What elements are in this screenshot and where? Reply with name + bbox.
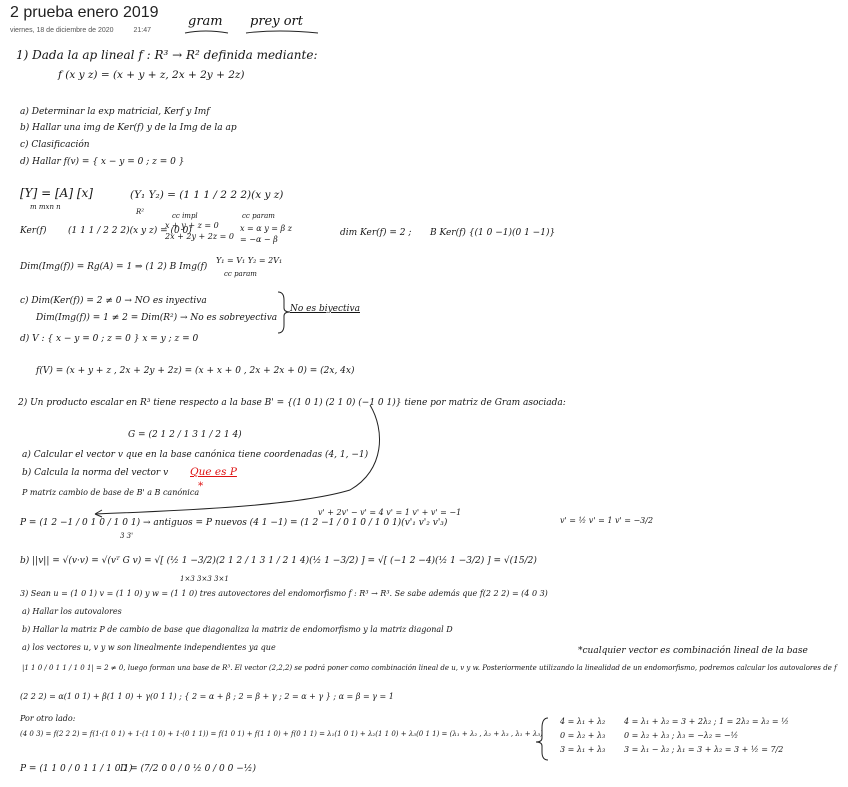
p3-matrix-P: P = (1 1 0 / 0 1 1 / 1 0 1) (20, 764, 133, 774)
p2-heading: 2) Un producto escalar en R³ tiene respecto a la base B' = {(1 0 1) (2 1 0) (−1 0 1)} tiene por matriz de Gram asociada: (18, 398, 566, 408)
p1-question-b: b) Hallar una img de Ker(f) y de la Img de la ap (20, 123, 237, 133)
p3-combination: (2 2 2) = α(1 0 1) + β(1 1 0) + γ(0 1 1) ; { 2 = α + β ; 2 = β + γ ; 2 = α + γ } ; α = β = γ = 1 (20, 692, 394, 701)
p1-basis-ker: B Ker(f) {(1 0 −1)(0 1 −1)} (430, 228, 556, 238)
p3-eq-a: 4 = λ₁ + λ₂ (560, 717, 606, 726)
p2-p-definition: P matriz cambio de base de B' a B canónica (22, 488, 200, 497)
p1-definition: f (x y z) = (x + y + z, 2x + 2y + 2z) (58, 69, 245, 81)
tag-gram: gram (188, 14, 223, 29)
p1-ker-eq1: x + y + z = 0 (165, 221, 219, 230)
p3-linearity: (4 0 3) = f(2 2 2) = f(1·(1 0 1) + 1·(1 1 0) + 1·(0 1 1)) = f(1 0 1) + f(1 1 0) + f(0 1 1) = λ₁(1 0 1) + λ₂(1 1 0) + λ₃(0 1 1) = (λ₁ + λ₂ , λ₂ + λ₃ , λ₁ + λ₃) (20, 730, 543, 738)
p3-matrix-D: D = (7/2 0 0 / 0 ½ 0 / 0 0 −½) (120, 764, 257, 774)
page-title: 2 prueba enero 2019 (10, 4, 159, 21)
p3-question-a: a) Hallar los autovalores (22, 607, 122, 616)
p1-matrix-equation: [Y] = [A] [x] (20, 186, 93, 200)
p3-sol-c: 3 = λ₁ − λ₂ ; λ₁ = 3 + λ₂ = 3 + ½ = 7/2 (624, 745, 784, 754)
p1-question-d: d) Hallar f(v) = { x − y = 0 ; z = 0 } (20, 157, 185, 167)
p1-dim-ker: dim Ker(f) = 2 ; (340, 228, 412, 238)
p2-solution: v' = ½ v' = 1 v' = −3/2 (560, 516, 654, 525)
p1-matrix-dims: m mxn n (30, 203, 61, 211)
p2-star-red: * (198, 480, 204, 492)
p2-norm: b) ||v|| = √(v·v) = √(vᵀ G v) = √[ (½ 1 −3/2)(2 1 2 / 1 3 1 / 2 1 4)(½ 1 −3/2) ] = √[ (−1 2 −4)(½ 1 −3/2) ] = √(15/2) (20, 556, 537, 566)
p2-system: v' + 2v' − v' = 4 v' = 1 v' + v' = −1 (318, 508, 462, 517)
p1-r2-label: R² (136, 208, 145, 216)
p1-cc-impl: cc impl (172, 212, 198, 220)
p3-sol-a: 4 = λ₁ + λ₂ = 3 + 2λ₂ ; 1 = 2λ₂ = λ₂ = ½ (624, 717, 789, 726)
p1-ker-eq2: 2x + 2y + 2z = 0 (165, 232, 234, 241)
p2-question-a: a) Calcular el vector v que en la base canónica tiene coordenadas (4, 1, −1) (22, 450, 369, 460)
p1-ker-matrix: (1 1 1 / 2 2 2)(x y z) = (0 0) (68, 226, 192, 236)
p2-question-b: b) Calcula la norma del vector v (22, 468, 169, 478)
p2-gram-matrix: G = (2 1 2 / 1 3 1 / 2 1 4) (128, 430, 242, 440)
p2-note-red: Que es P (190, 466, 237, 478)
tag-prey-ort: prey ort (250, 14, 303, 29)
p1-ker-label: Ker(f) (20, 226, 47, 236)
p1-cc-param: cc param (242, 212, 275, 220)
p1-img-impl: Y₁ = V₁ Y₂ = 2V₁ (216, 256, 283, 265)
p1-d-system: d) V : { x − y = 0 ; z = 0 } x = y ; z = 0 (20, 334, 199, 344)
p1-d-image: f(V) = (x + y + z , 2x + 2y + 2z) = (x + x + 0 , 2x + 2x + 0) = (2x, 4x) (36, 366, 355, 376)
p2-p-dims: 3 3' (120, 532, 134, 540)
p1-question-a: a) Determinar la exp matricial, Kerf y Imf (20, 107, 210, 117)
p1-c-sobreyectiva: Dim(Img(f)) = 1 ≠ 2 = Dim(R²) → No es sobreyectiva (36, 313, 278, 323)
page-date: viernes, 18 de diciembre de 2020 (10, 27, 114, 34)
p3-sol-b: 0 = λ₂ + λ₃ ; λ₃ = −λ₂ = −½ (624, 731, 739, 740)
p3-answer-intro: a) los vectores u, v y w son linealmente independientes ya que (22, 643, 276, 652)
p3-eq-c: 3 = λ₁ + λ₃ (560, 745, 606, 754)
p3-eq-b: 0 = λ₂ + λ₃ (560, 731, 606, 740)
p1-heading: 1) Dada la ap lineal f : R³ → R² definida mediante: (16, 48, 318, 62)
p1-matrix-form: (Y₁ Y₂) = (1 1 1 / 2 2 2)(x y z) (130, 189, 284, 201)
p3-question-b: b) Hallar la matriz P de cambio de base que diagonaliza la matriz de endomorfismo y la matriz diagonal D (22, 625, 453, 634)
page-time: 21:47 (133, 27, 151, 34)
p2-p-matrix: P = (1 2 −1 / 0 1 0 / 1 0 1) → antiguos = P nuevos (4 1 −1) = (1 2 −1 / 0 1 0 / 1 0 1)(v'₁ v'₂ v'₃) (20, 518, 448, 528)
p3-heading: 3) Sean u = (1 0 1) v = (1 1 0) y w = (1 1 0) tres autovectores del endomorfismo f : R³ → R³. Se sabe además que f(2 2 2) = (4 0 3) (20, 589, 548, 598)
p3-other-side: Por otro lado: (20, 714, 76, 723)
p3-side-note: *cualquier vector es combinación lineal de la base (578, 646, 808, 656)
p2-norm-dims: 1×3 3×3 3×1 (180, 575, 229, 583)
p1-c-biyectiva: No es biyectiva (290, 304, 360, 314)
p1-question-c: c) Clasificación (20, 140, 90, 150)
p3-determinant: |1 1 0 / 0 1 1 / 1 0 1| = 2 ≠ 0, luego forman una base de R³. El vector (2,2,2) se podrá poner como combinación lineal de u, v y w. Posteriormente utilizando la linealidad de un endomorfismo, podremos calcular los autovalores de f (22, 664, 837, 672)
p1-dim-img: Dim(Img(f)) = Rg(A) = 1 ⇒ (1 2) B Img(f) (20, 262, 208, 272)
p1-c-inyectiva: c) Dim(Ker(f)) = 2 ≠ 0 → NO es inyectiva (20, 296, 207, 306)
p1-ker-param: x = α y = β z = −α − β (240, 224, 292, 244)
p1-img-param: cc param (224, 270, 257, 278)
